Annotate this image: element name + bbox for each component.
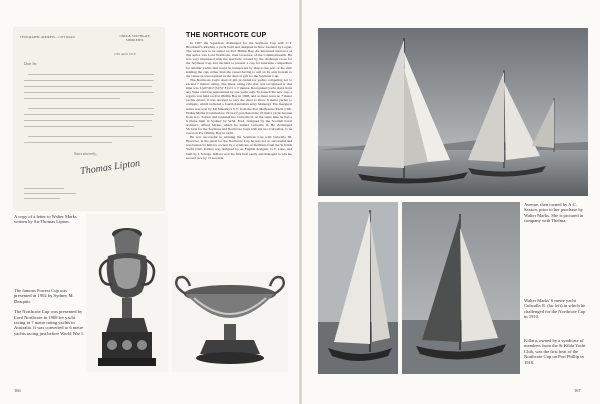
- article-paragraph: He was successful in winning the Seymour Cup with Culwalla III. However, in his quest for the Northcote Cup he was not so successful and was beaten by Killara, owned by a syndicate of members from the St Kilda Yacht Club. Killara was designed by an English designer, G.V. Lane, and built by J. Savage. Killara won the first heat easily and managed to win the second race by 15 seconds.: [186, 135, 292, 160]
- forrest-cup-caption: [14, 288, 84, 341]
- avenue-yacht-photo: [318, 28, 588, 196]
- lipton-letter-image: [14, 28, 164, 210]
- letter-header-right: OSIDGE, SOUTHGATE, MIDDLESEX.: [119, 34, 151, 42]
- page-gutter: [299, 0, 302, 404]
- article-title: THE NORTHCOTE CUP: [186, 32, 267, 39]
- avenue-caption: Avenue, then owned by A.C. Saxton, prior to her purchase by Walter Marks. She is pictured in company with Thelma.: [524, 202, 584, 224]
- left-page-number: 166: [14, 388, 21, 393]
- letter-caption: A copy of a letter to Walter Marks written by Sir Thomas Lipton.: [14, 214, 77, 225]
- letter-date: 27th April 1910: [114, 52, 136, 56]
- killara-caption: Killara, owned by a syndicate of members from the St Kilda Yacht Club, was the first heat of the Northcote Cup on Port Phillip in 1910.: [524, 338, 586, 365]
- forrest-cup-caption-text: The famous Forrest Cup was presented in 1902 by Sydney M. Deaquitt.: [14, 288, 74, 304]
- northcote-cup-caption-text: The Northcote Cup was presented by Lord Northcote in 1908 for yacht racing in 7 metre rating yachts in Australia. It was converted to 6 metre yachts racing just before World War I.: [14, 309, 84, 336]
- article-body: [186, 41, 292, 160]
- culwalla-ii-photo: [318, 202, 398, 374]
- forrest-cup-photo: [86, 214, 168, 372]
- northcote-cup-photo: [172, 272, 288, 372]
- killara-yacht-photo: [402, 202, 520, 374]
- lipton-signature: Thomas Lipton: [79, 157, 141, 178]
- letter-header-left: TELEGRAPHIC ADDRESS ... CITY ROAD: [20, 35, 75, 39]
- article-paragraph: In 1907 the Squadron challenged for the Seymour Cup with C.T. Brookhoff's Rawhiti, a yacht built and designed in New Zealand by Logan. The series was to be sailed on Port Phillip Bay. An interested spectator of this series was Lord Northcote, then Governor of the Commonwealth. He was very impressed with the spectacle created by the challenge races for the Seymour Cup and decided to present a cup for interstate competition for smaller yachts that could be transported by ship to the port of the club holding the cup, rather than the vessel having to sail on its own bottom to the venue as was required in the deed of gift for the Seymour Cup.: [186, 41, 292, 78]
- letter-signoff: Yours sincerely,: [74, 152, 97, 156]
- right-page-number: 167: [574, 388, 581, 393]
- letter-greeting: Dear Sir,: [24, 62, 37, 66]
- article-paragraph: The Northcote Cup's deed of gift provided for yachts competing not to exceed 7 metres rating. The linear rating rule that was recognised at that time was L(2d+dG+(S)/3)−F)/2.5 = 7 metres. Recognised yacht clubs from any State could be represented by one yacht only. To launch the new cup, a regatta was held on Port Phillip Bay in 1908, and as there were no 7 metre yachts extant, it was decided to vary the deed to allow 6 metre yachts to compete, which included a fourth Australian entry Mabungi. The inaugural series was won by Mr Smedley's S.Y. from the Port Melbourne Yacht Club. Walter Marks (Commodore 1914-21) purchased the 16 metre yacht Avenue from A.C. Saxton and renamed her Culwalla II. At the same time he had a 6 metre built in Sydney by W.M. Ford, designed by the Scottish naval architect, Alfred Mylne, which he named Culwalla II. He challenged Victoria for the Seymour and Northcote Cups with his two Culwallas, to be raced on Port Phillip Bay in 1910.: [186, 77, 292, 136]
- culwalla-caption: Walter Marks' 6 metre yacht Culwalla II. (far left) in which he challenged for the Northcote Cup in 1910.: [524, 298, 586, 320]
